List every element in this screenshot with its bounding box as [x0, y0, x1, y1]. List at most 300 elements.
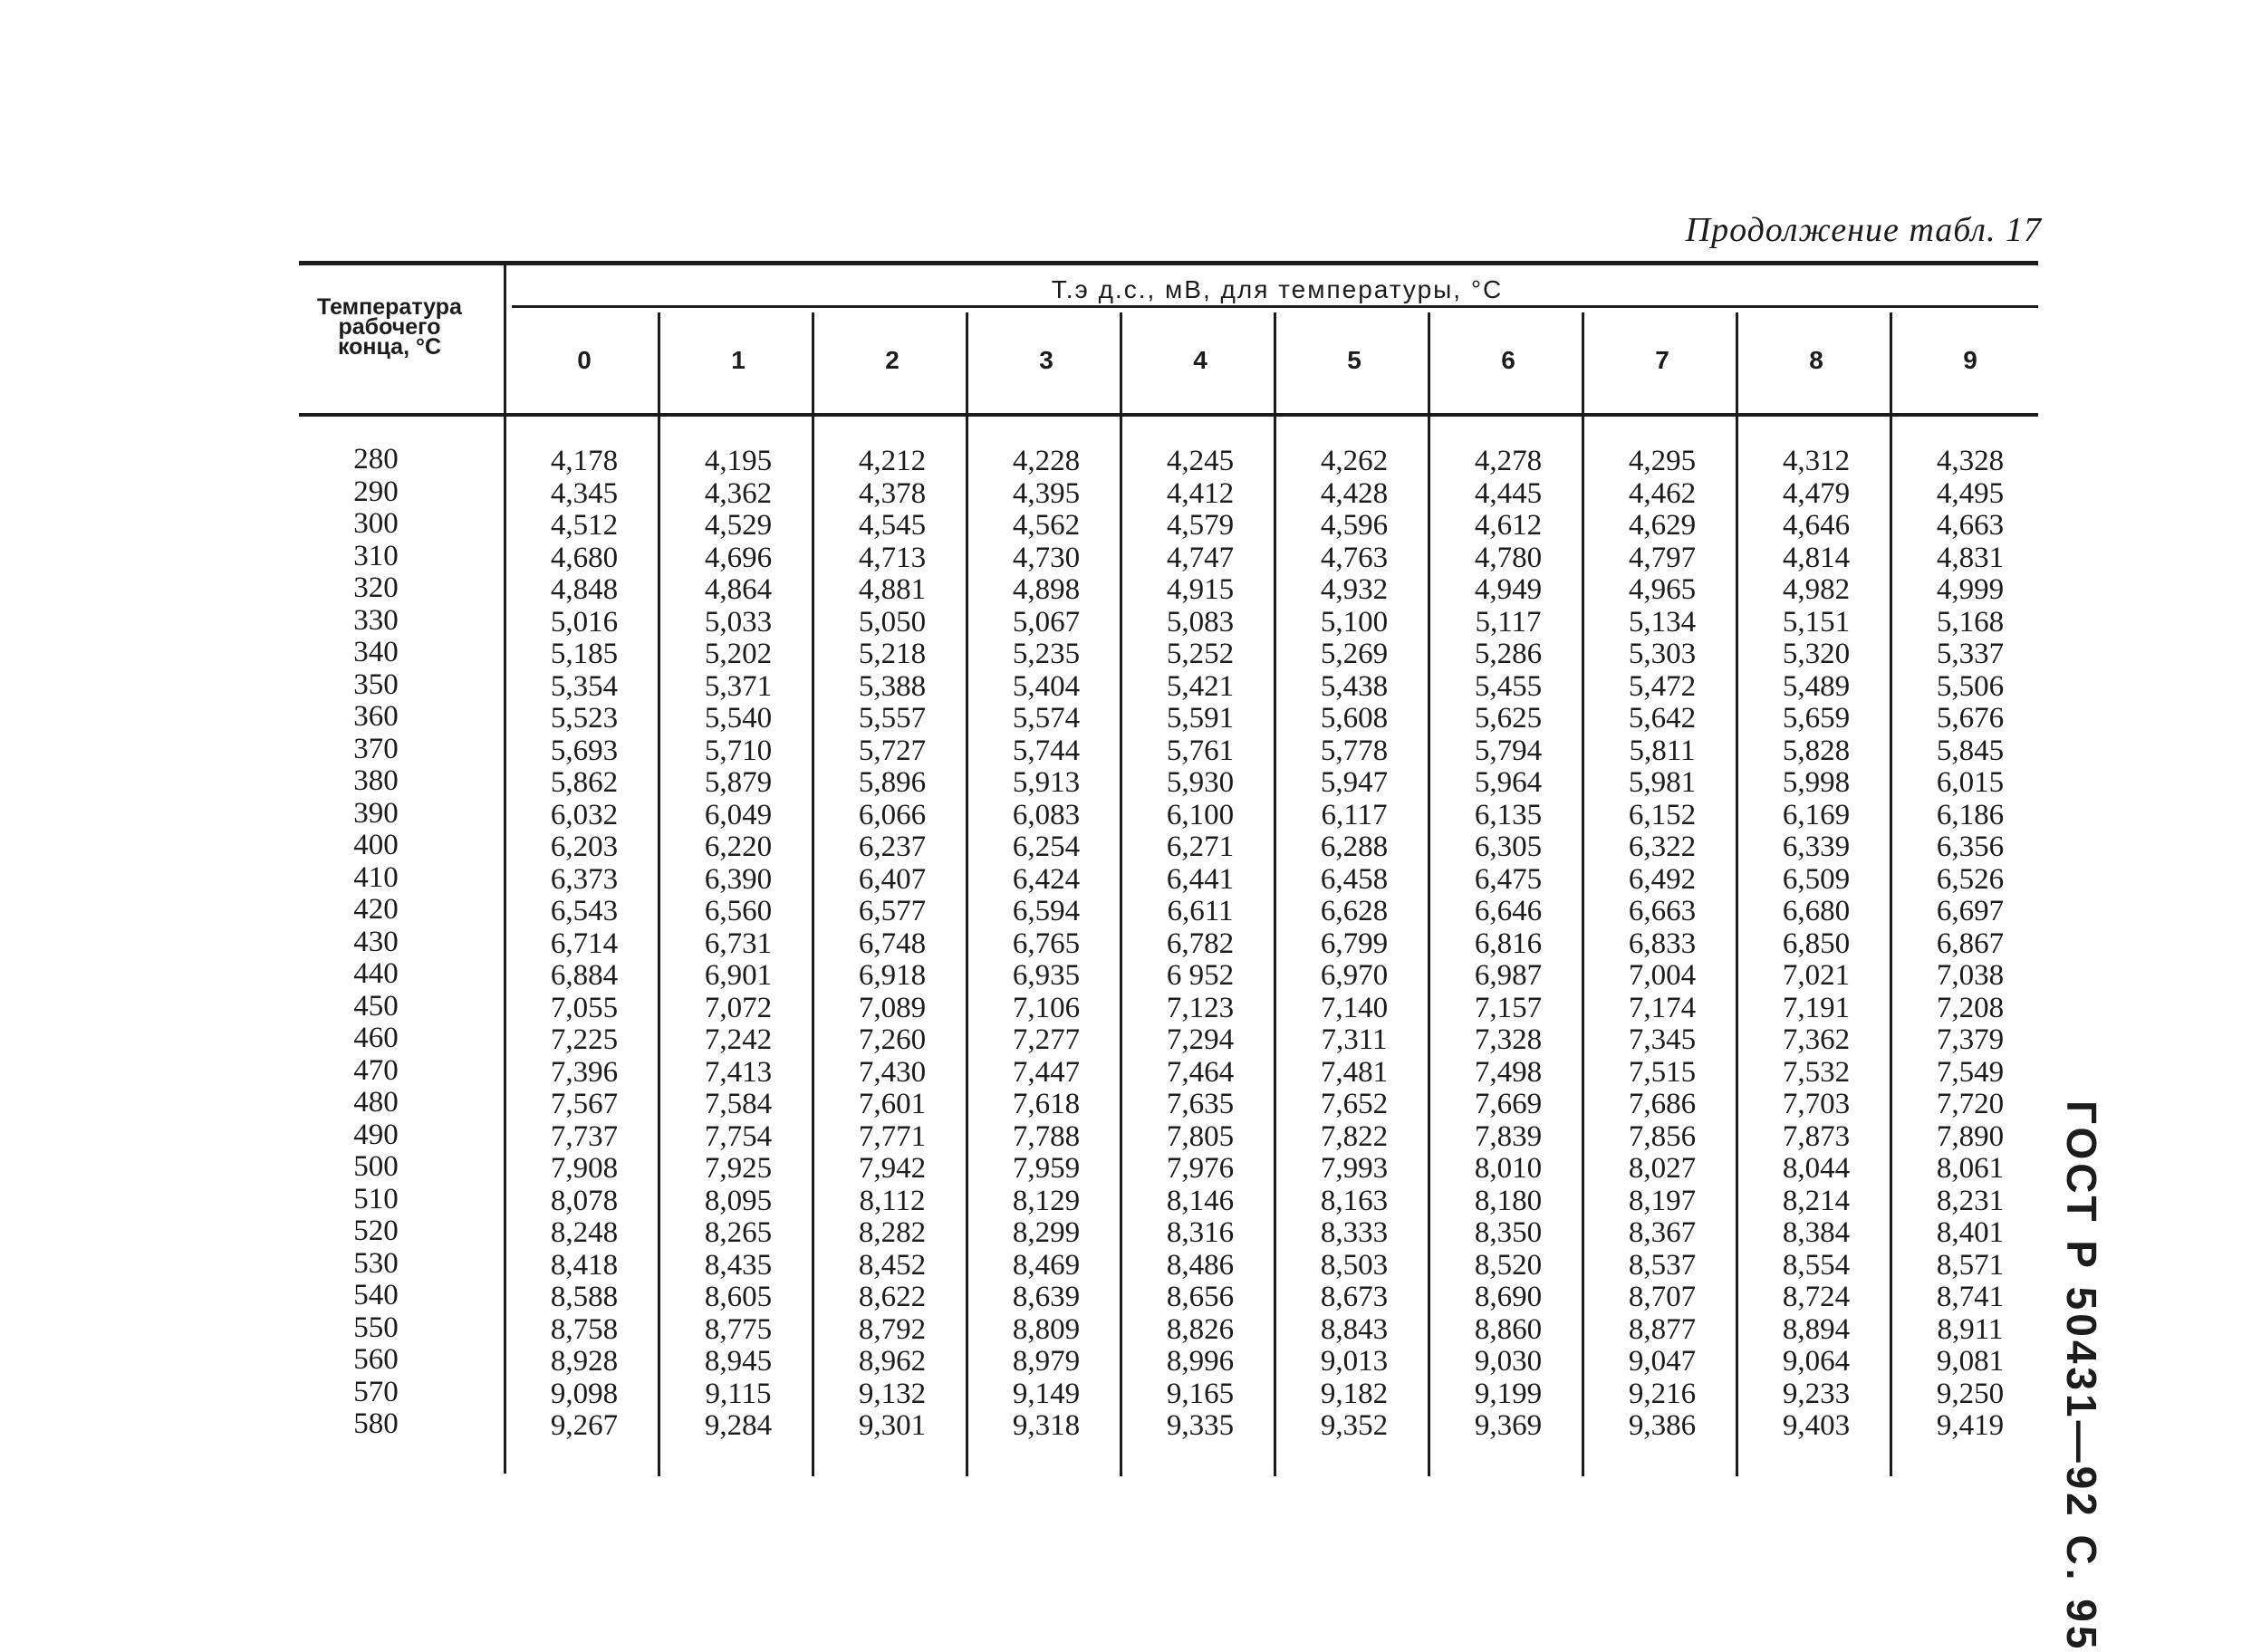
value-cell: 9,369 — [1474, 1409, 1543, 1442]
value-cell: 8,860 — [1474, 1312, 1543, 1346]
value-cell: 9,081 — [1936, 1345, 2005, 1378]
value-cell: 8,809 — [1012, 1312, 1081, 1346]
value-cell: 8,129 — [1012, 1184, 1081, 1217]
value-cell: 8,520 — [1474, 1248, 1543, 1282]
temperature-cell: 530 — [353, 1246, 399, 1280]
value-cell: 5,862 — [550, 766, 619, 799]
value-cell: 4,212 — [858, 445, 927, 477]
value-cell: 6,407 — [858, 862, 927, 896]
value-column-0 — [507, 446, 661, 1443]
col-header-8: 8 — [1809, 346, 1823, 374]
value-cell: 7,208 — [1936, 991, 2005, 1024]
value-cell: 8,758 — [550, 1312, 619, 1346]
value-cell: 6,867 — [1936, 927, 2005, 960]
col-header-4: 4 — [1193, 346, 1207, 374]
value-cell: 6,884 — [550, 959, 619, 992]
value-cell: 6,271 — [1166, 831, 1235, 863]
value-cell: 8,571 — [1936, 1248, 2005, 1282]
value-cell: 4,780 — [1474, 541, 1543, 574]
value-cell: 5,286 — [1474, 638, 1543, 670]
span-header-rule — [512, 305, 2038, 308]
value-cell: 8,265 — [704, 1216, 773, 1249]
value-cell: 7,225 — [550, 1023, 619, 1056]
table-caption: Продолжение табл. 17 — [1685, 211, 2042, 249]
value-cell: 5,727 — [858, 734, 927, 767]
value-cell: 4,949 — [1474, 573, 1543, 606]
value-cell: 6,680 — [1782, 895, 1851, 927]
temperature-cell: 400 — [353, 829, 399, 861]
value-cell: 4,797 — [1628, 541, 1697, 574]
value-cell: 6,970 — [1320, 959, 1389, 992]
value-cell: 6,509 — [1782, 862, 1851, 896]
header-bottom-rule — [299, 413, 2038, 417]
value-cell: 7,038 — [1936, 959, 2005, 992]
value-cell: 5,489 — [1782, 669, 1851, 703]
value-cell: 4,278 — [1474, 445, 1543, 477]
value-cell: 8,333 — [1320, 1216, 1389, 1249]
value-cell: 6,560 — [704, 895, 773, 927]
column-divider — [504, 264, 506, 1474]
value-cell: 7,294 — [1166, 1023, 1235, 1056]
value-cell: 8,741 — [1936, 1281, 2005, 1313]
temperature-cell: 450 — [353, 989, 399, 1023]
temperature-cell: 380 — [353, 764, 399, 797]
value-cell: 7,584 — [704, 1088, 773, 1120]
value-cell: 7,839 — [1474, 1119, 1543, 1153]
value-cell: 4,545 — [858, 509, 927, 542]
value-cell: 6,577 — [858, 895, 927, 927]
value-cell: 6,390 — [704, 862, 773, 896]
value-cell: 5,117 — [1475, 605, 1542, 639]
value-cell: 8,605 — [704, 1281, 773, 1313]
value-cell: 5,625 — [1474, 702, 1543, 735]
col-header-0: 0 — [577, 346, 592, 374]
value-cell: 9,267 — [550, 1409, 619, 1442]
value-cell: 5,642 — [1628, 702, 1697, 735]
value-cell: 7,157 — [1474, 991, 1543, 1024]
value-cell: 5,320 — [1782, 638, 1851, 670]
value-cell: 7,174 — [1628, 991, 1697, 1024]
temperature-cell: 570 — [353, 1375, 399, 1408]
value-cell: 9,098 — [550, 1377, 619, 1410]
value-cell: 9,199 — [1474, 1377, 1543, 1410]
value-cell: 6,083 — [1012, 798, 1081, 831]
value-cell: 6,288 — [1320, 831, 1389, 863]
value-cell: 8,486 — [1166, 1248, 1235, 1282]
value-cell: 5,185 — [550, 638, 619, 670]
value-cell: 6,799 — [1320, 927, 1389, 960]
value-column-2 — [815, 446, 969, 1443]
value-cell: 7,242 — [704, 1023, 773, 1056]
value-cell: 6,492 — [1628, 862, 1697, 896]
value-cell: 8,401 — [1936, 1216, 2005, 1249]
value-cell: 7,856 — [1628, 1119, 1697, 1153]
value-cell: 8,962 — [858, 1345, 927, 1378]
value-cell: 5,761 — [1166, 734, 1235, 767]
value-cell: 5,811 — [1629, 734, 1696, 767]
value-cell: 4,696 — [704, 541, 773, 574]
col-header-9: 9 — [1963, 346, 1977, 374]
value-cell: 4,562 — [1012, 509, 1081, 542]
temperature-cell: 350 — [353, 668, 399, 701]
value-cell: 8,724 — [1782, 1281, 1851, 1313]
value-cell: 9,301 — [858, 1409, 927, 1442]
value-cell: 5,100 — [1320, 605, 1389, 639]
value-cell: 4,831 — [1936, 541, 2005, 574]
value-cell: 7,976 — [1166, 1152, 1235, 1185]
value-cell: 8,826 — [1166, 1312, 1235, 1346]
value-cell: 4,881 — [858, 573, 927, 606]
value-cell: 7,737 — [550, 1119, 619, 1153]
value-cell: 4,932 — [1320, 573, 1389, 606]
value-cell: 8,639 — [1012, 1281, 1081, 1313]
value-cell: 8,656 — [1166, 1281, 1235, 1313]
value-cell: 7,959 — [1012, 1152, 1081, 1185]
value-cell: 8,078 — [550, 1184, 619, 1217]
value-cell: 4,512 — [550, 509, 619, 542]
temperature-cell: 470 — [353, 1053, 399, 1087]
value-cell: 5,591 — [1166, 702, 1235, 735]
value-cell: 8,690 — [1474, 1281, 1543, 1313]
value-cell: 4,730 — [1012, 541, 1081, 574]
value-cell: 9,419 — [1936, 1409, 2005, 1442]
value-cell: 7,498 — [1474, 1055, 1543, 1089]
value-cell: 5,455 — [1474, 669, 1543, 703]
value-cell: 7,311 — [1321, 1023, 1388, 1056]
value-cell: 4,295 — [1628, 445, 1697, 477]
value-cell: 8,928 — [550, 1345, 619, 1378]
value-cell: 6,714 — [550, 927, 619, 960]
value-cell: 7,345 — [1628, 1023, 1697, 1056]
value-column-9 — [1893, 446, 2047, 1443]
value-cell: 8,010 — [1474, 1152, 1543, 1185]
value-cell: 5,608 — [1320, 702, 1389, 735]
value-cell: 5,947 — [1320, 766, 1389, 799]
value-cell: 6,594 — [1012, 895, 1081, 927]
value-cell: 7,805 — [1166, 1119, 1235, 1153]
value-cell: 8,350 — [1474, 1216, 1543, 1249]
value-cell: 5,421 — [1166, 669, 1235, 703]
value-cell: 5,337 — [1936, 638, 2005, 670]
value-cell: 4,345 — [550, 476, 619, 510]
value-column-4 — [1123, 446, 1277, 1443]
value-cell: 4,495 — [1936, 476, 2005, 510]
value-cell: 5,050 — [858, 605, 927, 639]
value-cell: 7,260 — [858, 1023, 927, 1056]
value-cell: 8,027 — [1628, 1152, 1697, 1185]
value-cell: 4,378 — [858, 476, 927, 510]
value-cell: 4,362 — [704, 476, 773, 510]
value-cell: 4,596 — [1320, 509, 1389, 542]
value-cell: 7,601 — [858, 1088, 927, 1120]
temperature-cell: 310 — [353, 539, 399, 572]
value-cell: 7,140 — [1320, 991, 1389, 1024]
value-cell: 6,782 — [1166, 927, 1235, 960]
value-cell: 8,622 — [858, 1281, 927, 1313]
temperature-cell: 390 — [353, 796, 399, 830]
value-cell: 7,362 — [1782, 1023, 1851, 1056]
value-cell: 5,354 — [550, 669, 619, 703]
value-cell: 6,032 — [550, 798, 619, 831]
value-cell: 4,663 — [1936, 509, 2005, 542]
value-cell: 4,982 — [1782, 573, 1851, 606]
value-cell: 8,996 — [1166, 1345, 1235, 1378]
value-cell: 4,999 — [1936, 573, 2005, 606]
value-cell: 6,186 — [1936, 798, 2005, 831]
value-cell: 4,245 — [1166, 445, 1235, 477]
value-cell: 5,083 — [1166, 605, 1235, 639]
value-cell: 7,618 — [1012, 1088, 1081, 1120]
value-cell: 8,163 — [1320, 1184, 1389, 1217]
value-cell: 9,233 — [1782, 1377, 1851, 1410]
temperature-cell: 340 — [353, 636, 399, 668]
value-cell: 7,413 — [704, 1055, 773, 1089]
value-cell: 9,047 — [1628, 1345, 1697, 1378]
value-cell: 7,328 — [1474, 1023, 1543, 1056]
value-cell: 9,335 — [1166, 1409, 1235, 1442]
col-header-7: 7 — [1655, 346, 1669, 374]
value-cell: 6,833 — [1628, 927, 1697, 960]
value-cell: 5,235 — [1012, 638, 1081, 670]
value-cell: 4,445 — [1474, 476, 1543, 510]
value-cell: 8,316 — [1166, 1216, 1235, 1249]
value-cell: 5,998 — [1782, 766, 1851, 799]
value-cell: 7,447 — [1012, 1055, 1081, 1089]
value-cell: 6,441 — [1166, 862, 1235, 896]
value-cell: 7,908 — [550, 1152, 619, 1185]
value-cell: 6,901 — [704, 959, 773, 992]
value-cell: 5,252 — [1166, 638, 1235, 670]
col-header-3: 3 — [1039, 346, 1054, 374]
col-header-6: 6 — [1501, 346, 1515, 374]
value-cell: 7,004 — [1628, 959, 1697, 992]
value-cell: 6,663 — [1628, 895, 1697, 927]
temperature-cell: 490 — [353, 1118, 399, 1151]
value-cell: 6,850 — [1782, 927, 1851, 960]
value-cell: 8,537 — [1628, 1248, 1697, 1282]
value-cell: 5,744 — [1012, 734, 1081, 767]
value-cell: 7,072 — [704, 991, 773, 1024]
value-cell: 6 952 — [1166, 959, 1235, 992]
value-cell: 5,134 — [1628, 605, 1697, 639]
value-cell: 4,412 — [1166, 476, 1235, 510]
value-cell: 8,945 — [704, 1345, 773, 1378]
value-cell: 6,322 — [1628, 831, 1697, 863]
temperature-cell: 580 — [353, 1407, 399, 1440]
value-cell: 7,993 — [1320, 1152, 1389, 1185]
value-cell: 8,554 — [1782, 1248, 1851, 1282]
temperature-column — [299, 444, 453, 1441]
value-cell: 7,720 — [1936, 1088, 2005, 1120]
value-cell: 8,180 — [1474, 1184, 1543, 1217]
value-cell: 6,305 — [1474, 831, 1543, 863]
value-cell: 7,942 — [858, 1152, 927, 1185]
value-cell: 8,435 — [704, 1248, 773, 1282]
value-cell: 7,464 — [1166, 1055, 1235, 1089]
value-cell: 4,763 — [1320, 541, 1389, 574]
value-cell: 5,710 — [704, 734, 773, 767]
value-cell: 8,231 — [1936, 1184, 2005, 1217]
temperature-cell: 520 — [353, 1215, 399, 1247]
value-cell: 4,864 — [704, 573, 773, 606]
temperature-cell: 430 — [353, 925, 399, 958]
temperature-cell: 330 — [353, 603, 399, 637]
value-cell: 7,481 — [1320, 1055, 1389, 1089]
value-cell: 5,438 — [1320, 669, 1389, 703]
value-cell: 8,282 — [858, 1216, 927, 1249]
value-cell: 7,055 — [550, 991, 619, 1024]
value-cell: 4,646 — [1782, 509, 1851, 542]
value-cell: 4,529 — [704, 509, 773, 542]
value-cell: 7,396 — [550, 1055, 619, 1089]
value-cell: 5,794 — [1474, 734, 1543, 767]
value-cell: 5,659 — [1782, 702, 1851, 735]
value-cell: 4,680 — [550, 541, 619, 574]
value-cell: 9,284 — [704, 1409, 773, 1442]
value-cell: 5,557 — [858, 702, 927, 735]
value-cell: 5,303 — [1628, 638, 1697, 670]
temperature-cell: 410 — [353, 860, 399, 894]
value-cell: 8,214 — [1782, 1184, 1851, 1217]
temperature-cell: 300 — [353, 507, 399, 540]
value-cell: 7,754 — [704, 1119, 773, 1153]
value-cell: 5,388 — [858, 669, 927, 703]
value-cell: 8,911 — [1937, 1312, 2004, 1346]
value-cell: 7,669 — [1474, 1088, 1543, 1120]
value-cell: 7,123 — [1166, 991, 1235, 1024]
value-column-5 — [1277, 446, 1431, 1443]
value-cell: 9,030 — [1474, 1345, 1543, 1378]
value-cell: 6,237 — [858, 831, 927, 863]
value-cell: 4,848 — [550, 573, 619, 606]
value-column-1 — [661, 446, 815, 1443]
value-cell: 5,218 — [858, 638, 927, 670]
temperature-cell: 370 — [353, 732, 399, 765]
value-cell: 7,021 — [1782, 959, 1851, 992]
value-cell: 7,703 — [1782, 1088, 1851, 1120]
temperature-cell: 440 — [353, 957, 399, 990]
value-cell: 8,979 — [1012, 1345, 1081, 1378]
value-cell: 5,404 — [1012, 669, 1081, 703]
value-cell: 5,472 — [1628, 669, 1697, 703]
value-cell: 7,771 — [858, 1119, 927, 1153]
value-cell: 5,540 — [704, 702, 773, 735]
value-cell: 4,178 — [550, 445, 619, 477]
value-cell: 7,652 — [1320, 1088, 1389, 1120]
value-cell: 9,115 — [705, 1377, 772, 1410]
value-cell: 5,033 — [704, 605, 773, 639]
value-cell: 4,328 — [1936, 445, 2005, 477]
value-cell: 5,964 — [1474, 766, 1543, 799]
value-cell: 6,015 — [1936, 766, 2005, 799]
value-cell: 6,987 — [1474, 959, 1543, 992]
value-cell: 5,151 — [1782, 605, 1851, 639]
value-cell: 5,930 — [1166, 766, 1235, 799]
value-cell: 8,248 — [550, 1216, 619, 1249]
temperature-column-header — [299, 294, 480, 360]
value-cell: 8,384 — [1782, 1216, 1851, 1249]
value-cell: 6,339 — [1782, 831, 1851, 863]
value-cell: 7,890 — [1936, 1119, 2005, 1153]
temperature-cell: 550 — [353, 1311, 399, 1344]
value-cell: 4,262 — [1320, 445, 1389, 477]
value-cell: 9,216 — [1628, 1377, 1697, 1410]
temperature-cell: 460 — [353, 1022, 399, 1054]
value-cell: 7,925 — [704, 1152, 773, 1185]
col-header-5: 5 — [1347, 346, 1361, 374]
value-cell: 5,168 — [1936, 605, 2005, 639]
value-cell: 9,386 — [1628, 1409, 1697, 1442]
value-cell: 9,064 — [1782, 1345, 1851, 1378]
value-cell: 4,462 — [1628, 476, 1697, 510]
value-cell: 4,428 — [1320, 476, 1389, 510]
value-cell: 4,713 — [858, 541, 927, 574]
value-cell: 8,775 — [704, 1312, 773, 1346]
value-cell: 5,202 — [704, 638, 773, 670]
value-cell: 6,152 — [1628, 798, 1697, 831]
value-cell: 8,469 — [1012, 1248, 1081, 1282]
value-cell: 6,100 — [1166, 798, 1235, 831]
temperature-cell: 320 — [353, 571, 399, 604]
value-cell: 8,367 — [1628, 1216, 1697, 1249]
value-cell: 8,112 — [859, 1184, 926, 1217]
value-cell: 6,731 — [704, 927, 773, 960]
value-cell: 6,117 — [1321, 798, 1388, 831]
value-cell: 7,430 — [858, 1055, 927, 1089]
value-cell: 8,061 — [1936, 1152, 2005, 1185]
temperature-cell: 540 — [353, 1279, 399, 1311]
value-cell: 8,418 — [550, 1248, 619, 1282]
value-cell: 5,879 — [704, 766, 773, 799]
temperature-cell: 360 — [353, 700, 399, 733]
col-header-1: 1 — [731, 346, 746, 374]
value-cell: 9,403 — [1782, 1409, 1851, 1442]
value-cell: 9,013 — [1320, 1345, 1389, 1378]
value-cell: 4,579 — [1166, 509, 1235, 542]
temperature-cell: 280 — [353, 443, 399, 475]
value-cell: 5,845 — [1936, 734, 2005, 767]
value-cell: 4,228 — [1012, 445, 1081, 477]
value-cell: 7,686 — [1628, 1088, 1697, 1120]
value-cell: 7,277 — [1012, 1023, 1081, 1056]
value-cell: 8,044 — [1782, 1152, 1851, 1185]
value-cell: 7,873 — [1782, 1119, 1851, 1153]
value-cell: 4,898 — [1012, 573, 1081, 606]
value-column-7 — [1585, 446, 1739, 1443]
value-cell: 5,506 — [1936, 669, 2005, 703]
value-cell: 4,629 — [1628, 509, 1697, 542]
value-cell: 6,458 — [1320, 862, 1389, 896]
value-cell: 4,312 — [1782, 445, 1851, 477]
value-cell: 7,567 — [550, 1088, 619, 1120]
value-cell: 6,765 — [1012, 927, 1081, 960]
value-cell: 4,965 — [1628, 573, 1697, 606]
value-cell: 8,877 — [1628, 1312, 1697, 1346]
value-column-3 — [969, 446, 1123, 1443]
value-cell: 7,379 — [1936, 1023, 2005, 1056]
value-cell: 4,747 — [1166, 541, 1235, 574]
value-cell: 6,135 — [1474, 798, 1543, 831]
value-cell: 6,203 — [550, 831, 619, 863]
value-cell: 7,191 — [1782, 991, 1851, 1024]
value-cell: 6,066 — [858, 798, 927, 831]
temperature-cell: 480 — [353, 1086, 399, 1119]
value-cell: 4,195 — [704, 445, 773, 477]
value-cell: 5,269 — [1320, 638, 1389, 670]
value-cell: 8,792 — [858, 1312, 927, 1346]
value-cell: 7,635 — [1166, 1088, 1235, 1120]
value-cell: 6,169 — [1782, 798, 1851, 831]
